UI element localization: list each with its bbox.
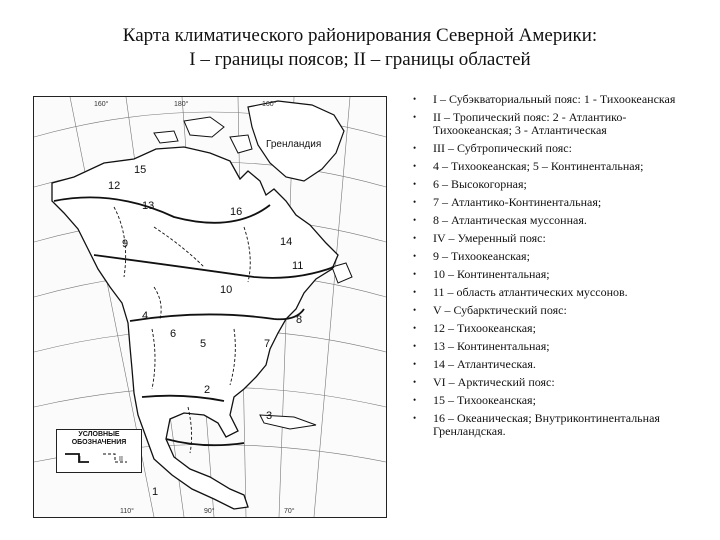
list-item (413, 340, 698, 353)
list-item (413, 196, 698, 209)
legend-ii-label: II (119, 456, 123, 463)
bullet-icon: • (413, 251, 417, 261)
bullet-icon: • (413, 305, 417, 315)
list-item-text: 14 – Атлантическая. (433, 357, 536, 371)
degree-top-2: 180° (174, 101, 189, 108)
region-label-14: 14 (280, 236, 293, 248)
bullet-icon: • (413, 143, 417, 153)
region-label-1: 1 (152, 486, 159, 498)
legend-region-line-sample (103, 454, 127, 462)
list-item-text: 9 – Тихоокеанская; (433, 249, 530, 263)
region-label-3: 3 (266, 410, 273, 422)
legend-zone-line-sample (65, 454, 89, 462)
list-item-text: 7 – Атлантико-Континентальная; (433, 195, 602, 209)
bullet-icon: • (413, 94, 417, 104)
list-item (413, 358, 698, 371)
list-item-text: I – Субэкваториальный пояс: 1 - Тихоокеанская (433, 92, 676, 106)
list-item-text: VI – Арктический пояс: (433, 375, 555, 389)
bullet-icon: • (413, 359, 417, 369)
bullet-icon: • (413, 179, 417, 189)
list-item-text: 11 – область атлантических муссонов. (433, 285, 628, 299)
list-item-text: 4 – Тихоокеанская; 5 – Континентальная; (433, 159, 644, 173)
list-item (413, 232, 698, 245)
list-item (413, 142, 698, 155)
list-item-text: 16 – Океаническая; Внутриконтинентальная Гренландская. (433, 411, 660, 438)
bullet-icon: • (413, 413, 417, 423)
list-item (413, 93, 698, 106)
map-legend (56, 429, 142, 473)
region-label-10: 10 (220, 284, 233, 296)
greenland-label: Гренландия (266, 139, 322, 150)
list-item (413, 322, 698, 335)
bullet-icon: • (413, 215, 417, 225)
region-label-11: 11 (292, 260, 304, 272)
list-item-text: 15 – Тихоокеанская; (433, 393, 536, 407)
degree-top-3: 160° (262, 101, 277, 108)
region-label-2: 2 (204, 384, 211, 396)
legend-i-label: I (79, 456, 81, 463)
climate-map (33, 96, 387, 518)
list-item (413, 214, 698, 227)
list-item-text: II – Тропический пояс: 2 - Атлантико-Тихоокеанская; 3 - Атлантическая (433, 110, 627, 137)
list-item-text: 10 – Континентальная; (433, 267, 550, 281)
region-label-13: 13 (142, 200, 155, 212)
bullet-icon: • (413, 395, 417, 405)
list-item (413, 412, 698, 438)
list-item (413, 160, 698, 173)
list-item-text: V – Субарктический пояс: (433, 303, 567, 317)
region-label-5: 5 (200, 338, 207, 350)
region-label-7: 7 (264, 338, 271, 350)
list-item-text: III – Субтропический пояс: (433, 141, 572, 155)
list-item (413, 178, 698, 191)
bullet-icon: • (413, 269, 417, 279)
legend-title: УСЛОВНЫЕ ОБОЗНАЧЕНИЯ (71, 431, 127, 446)
bullet-icon: • (413, 287, 417, 297)
degree-top-1: 160° (94, 101, 109, 108)
list-item-text: 13 – Континентальная; (433, 339, 550, 353)
title-line-1: Карта климатического районирования Северной Америки: (122, 25, 598, 46)
bullet-icon: • (413, 341, 417, 351)
region-label-8: 8 (296, 314, 303, 326)
list-item-text: 12 – Тихоокеанская; (433, 321, 536, 335)
list-item (413, 286, 698, 299)
list-item-text: 6 – Высокогорная; (433, 177, 527, 191)
list-item (413, 304, 698, 317)
bullet-icon: • (413, 197, 417, 207)
list-item-text: IV – Умеренный пояс: (433, 231, 546, 245)
degree-bottom-2: 90° (204, 508, 215, 515)
bullet-icon: • (413, 161, 417, 171)
bullet-icon: • (413, 233, 417, 243)
list-item (413, 268, 698, 281)
list-item (413, 250, 698, 263)
region-label-6: 6 (170, 328, 177, 340)
legend-line-samples (57, 430, 141, 472)
bullet-icon: • (413, 323, 417, 333)
climate-zone-list (413, 93, 698, 443)
bullet-icon: • (413, 377, 417, 387)
region-label-15: 15 (134, 164, 147, 176)
list-item-text: 8 – Атлантическая муссонная. (433, 213, 587, 227)
list-item (413, 394, 698, 407)
degree-bottom-3: 70° (284, 508, 295, 515)
list-item (413, 111, 698, 137)
title-line-2: I – границы поясов; II – границы областей (189, 49, 531, 70)
degree-bottom-1: 110° (120, 508, 134, 515)
bullet-icon: • (413, 112, 417, 122)
page-title (0, 24, 720, 72)
region-label-9: 9 (122, 238, 129, 250)
region-label-4: 4 (142, 310, 149, 322)
list-item (413, 376, 698, 389)
region-label-16: 16 (230, 206, 243, 218)
region-label-12: 12 (108, 180, 121, 192)
